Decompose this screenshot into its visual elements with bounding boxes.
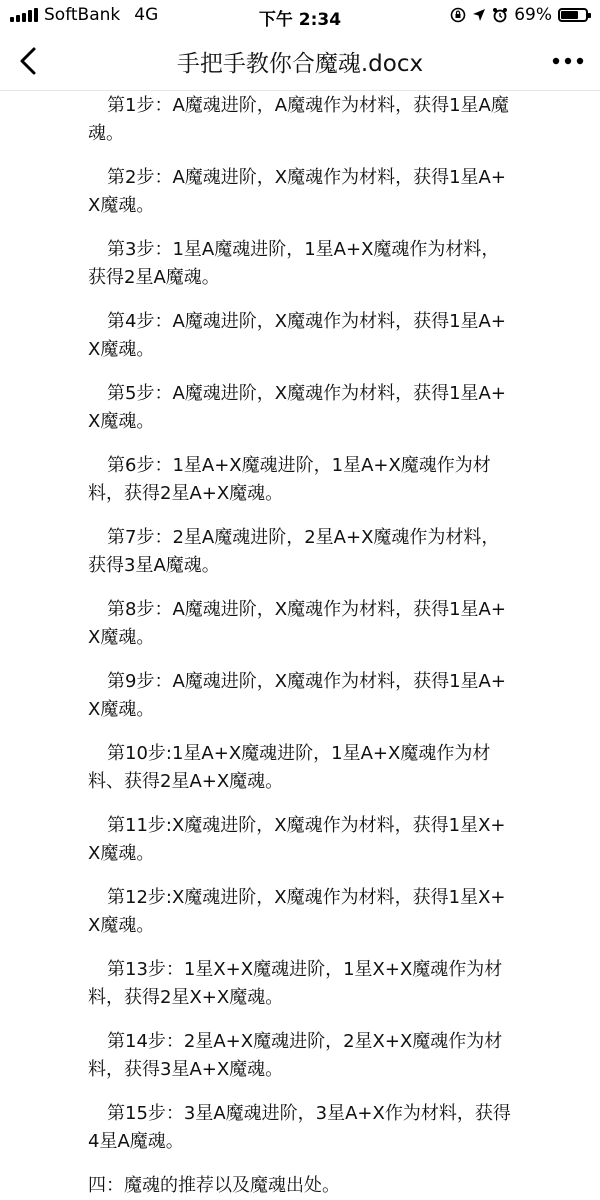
step-paragraph: 第6步：1星A+X魔魂进阶，1星A+X魔魂作为材料，获得2星A+X魔魂。 (88, 455, 491, 504)
network-type: 4G (134, 5, 159, 25)
alarm-clock-icon (492, 7, 508, 23)
page-title: 手把手教你合魔魂.docx (176, 51, 424, 77)
step-paragraph: 第8步：A魔魂进阶，X魔魂作为材料，获得1星A+X魔魂。 (88, 599, 506, 648)
step-paragraph: 第10步:1星A+X魔魂进阶，1星A+X魔魂作为材料、获得2星A+X魔魂。 (88, 743, 491, 792)
status-time: 下午 2:34 (258, 10, 342, 30)
step-paragraph: 第13步：1星X+X魔魂进阶，1星X+X魔魂作为材料，获得2星X+X魔魂。 (88, 959, 503, 1008)
step-paragraph: 第2步：A魔魂进阶，X魔魂作为材料，获得1星A+X魔魂。 (88, 167, 506, 216)
step-paragraph: 第7步：2星A魔魂进阶，2星A+X魔魂作为材料，获得3星A魔魂。 (88, 527, 500, 576)
back-button[interactable] (10, 41, 50, 81)
battery-icon (558, 8, 588, 22)
more-options-button[interactable] (550, 50, 586, 72)
orientation-lock-icon (450, 7, 466, 23)
step-paragraph: 第12步:X魔魂进阶，X魔魂作为材料，获得1星X+X魔魂。 (88, 887, 506, 936)
step-paragraph: 第11步:X魔魂进阶，X魔魂作为材料，获得1星X+X魔魂。 (88, 815, 506, 864)
document-content (88, 92, 513, 1200)
status-bar (0, 0, 600, 32)
step-paragraph: 第3步：1星A魔魂进阶，1星A+X魔魂作为材料，获得2星A魔魂。 (88, 239, 500, 288)
step-paragraph: 第14步：2星A+X魔魂进阶，2星X+X魔魂作为材料，获得3星A+X魔魂。 (88, 1031, 503, 1080)
step-paragraph: 第1步：A魔魂进阶，A魔魂作为材料，获得1星A魔魂。 (88, 95, 509, 144)
step-paragraph: 第15步：3星A魔魂进阶，3星A+X作为材料，获得4星A魔魂。 (88, 1103, 511, 1152)
navigation-bar (0, 32, 600, 91)
chevron-left-icon (10, 41, 50, 81)
location-arrow-icon (472, 8, 486, 22)
step-paragraph: 第5步：A魔魂进阶，X魔魂作为材料，获得1星A+X魔魂。 (88, 383, 506, 432)
step-paragraph: 第4步：A魔魂进阶，X魔魂作为材料，获得1星A+X魔魂。 (88, 311, 506, 360)
step-paragraph: 第9步：A魔魂进阶，X魔魂作为材料，获得1星A+X魔魂。 (88, 671, 506, 720)
section-heading: 四：魔魂的推荐以及魔魂出处。 (88, 1175, 340, 1196)
carrier-name: SoftBank (44, 5, 121, 25)
more-horizontal-icon (550, 50, 586, 72)
status-right (450, 5, 588, 25)
battery-percent: 69% (514, 5, 552, 25)
